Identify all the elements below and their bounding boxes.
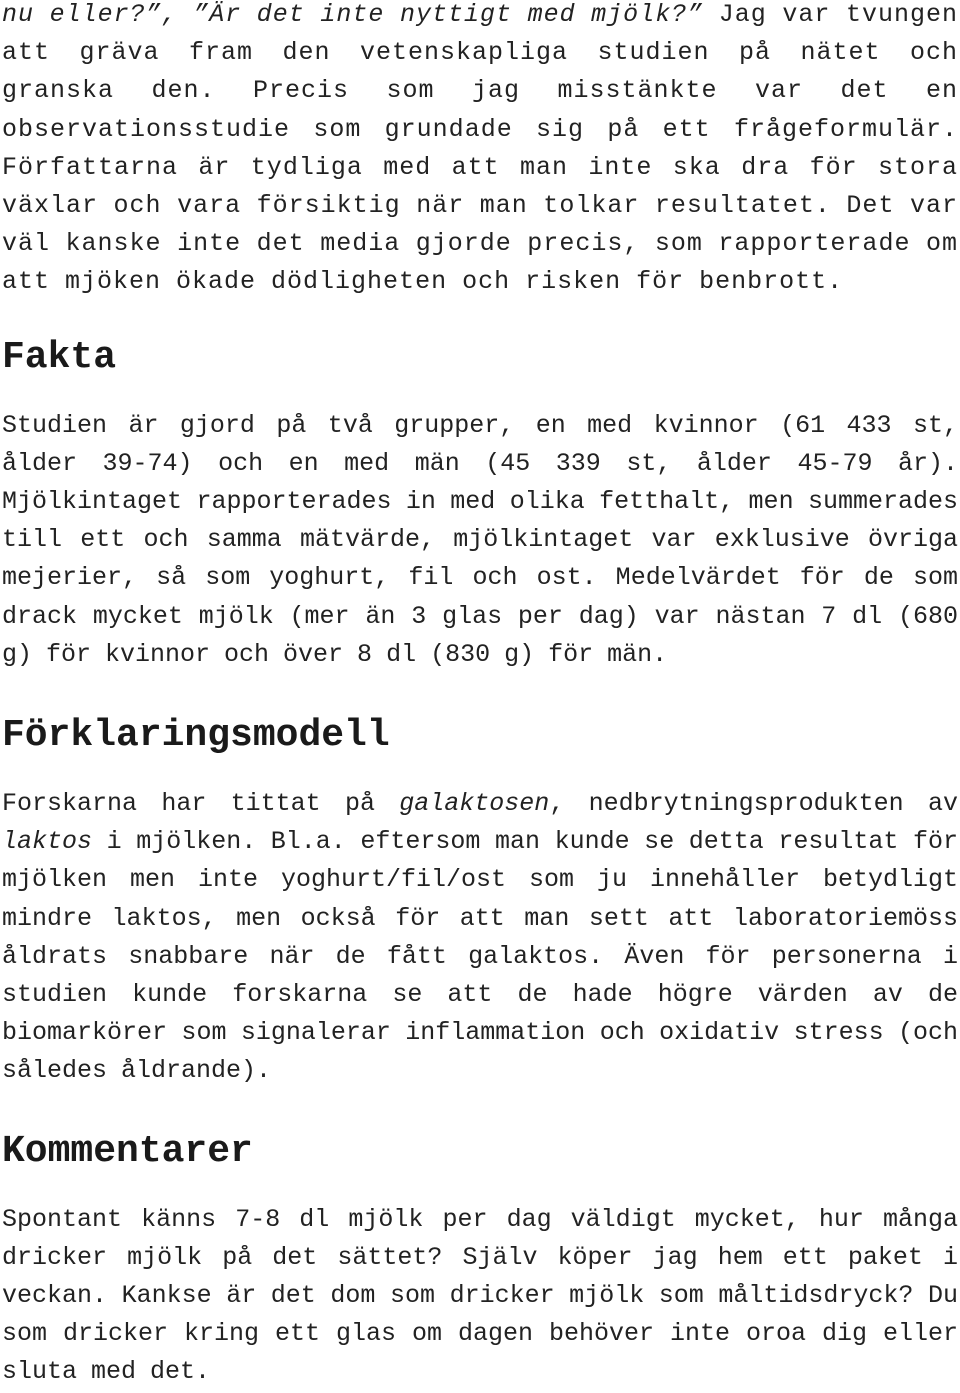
intro-quote: nu eller?”, ”Är det inte nyttigt med mjölk?” — [2, 0, 704, 29]
heading-fakta: Fakta — [2, 335, 117, 379]
forklaring-paragraph — [2, 785, 958, 1091]
forklaring-text-1: Forskarna har tittat på — [2, 789, 400, 819]
forklaring-text-3: i mjölken. Bl.a. eftersom man kunde se detta resultat för mjölken men inte yoghurt/fil/ost som ju innehåller betydligt mindre laktos, men också för att man sett att laboratoriemöss åldrats snabbare när de fått galaktos. Även för personerna i studien kunde forskarna se att de hade högre värden av de biomarkörer som signalerar inflammation och oxidativ stress (och således åldrande). — [2, 827, 958, 1086]
kommentarer-paragraph: Spontant känns 7-8 dl mjölk per dag väldigt mycket, hur många dricker mjölk på det sättet? Själv köper jag hem ett paket i veckan. Kankse är det dom som dricker mjölk som måltidsdryck? Du som dricker kring ett glas om dagen behöver inte oroa dig eller sluta med det. — [2, 1204, 958, 1387]
term-laktos: laktos — [2, 827, 93, 857]
intro-text: Jag var tvungen att gräva fram den vetenskapliga studien på nätet och granska den. Precis som jag misstänkte var det en observationsstudie som grundade sig på ett frågeformulär. Författarna är tydliga med att man inte ska dra för stora växlar och vara försiktig när man tolkar resultatet. Det var väl kanske inte det media gjorde precis, som rapporterade om att mjöken ökade dödligheten och risken för benbrott. — [2, 0, 958, 297]
intro-paragraph — [2, 0, 958, 302]
heading-forklaringsmodell: Förklaringsmodell — [2, 714, 390, 758]
article-body — [2, 0, 958, 1392]
heading-kommentarer: Kommentarer — [2, 1129, 253, 1173]
forklaring-text-2: , nedbrytningsprodukten av — [549, 789, 958, 819]
fakta-paragraph: Studien är gjord på två grupper, en med kvinnor (61 433 st, ålder 39-74) och en med män (45 339 st, ålder 45-79 år). Mjölkintaget rapporterades in med olika fetthalt, men summerades till ett och samma mätvärde, mjölkintaget var exklusive övriga mejerier, så som yoghurt, fil och ost. Medelvärdet för de som drack mycket mjölk (mer än 3 glas per dag) var nästan 7 dl (680 g) för kvinnor och över 8 dl (830 g) för män. — [2, 410, 958, 669]
term-galaktosen: galaktosen — [399, 789, 550, 819]
